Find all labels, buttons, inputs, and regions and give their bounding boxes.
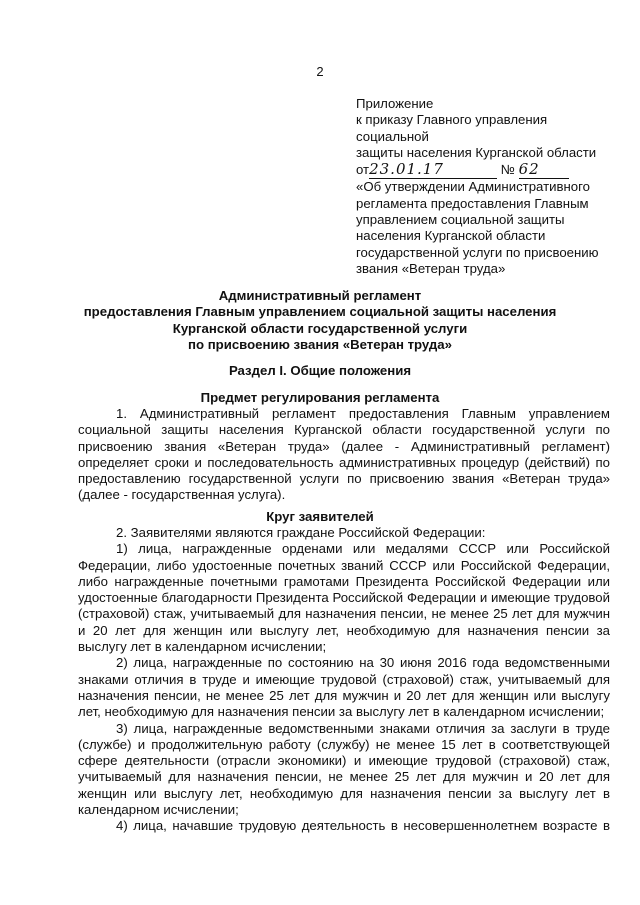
appendix-subject-line: населения Курганской области <box>356 228 546 244</box>
paragraph-block-1 <box>78 406 610 504</box>
appendix-date-line <box>356 161 606 179</box>
appendix-subject-line: «Об утверждении Административного <box>356 179 590 195</box>
number-prefix: № <box>500 162 515 178</box>
number-field <box>519 161 569 179</box>
applicants-block <box>78 525 610 835</box>
list-item: 3) лица, награжденные ведомственными знаками отличия за заслуги в труде (службе) и продолжительную работу (службу) не менее 15 лет в соответствующей сфере деятельности (отрасли экономики) и имеющие трудовой (страховой) стаж, учитываемый для назначения пенсии, не менее 25 лет для мужчин и 20 лет для женщин или выслугу лет, необходимую для назначения пенсии за выслугу лет в календарном исчислении; <box>78 720 610 818</box>
section-title: Раздел I. Общие положения <box>228 363 412 378</box>
appendix-subject-line: управлением социальной защиты <box>356 212 565 228</box>
title-line: предоставления Главным управлением социальной защиты населения <box>83 304 557 320</box>
title-line: Курганской области государственной услуги <box>172 320 468 336</box>
document-title <box>0 288 640 353</box>
appendix-subject-line: регламента предоставления Главным <box>356 195 589 211</box>
appendix-line: защиты населения Курганской области <box>356 144 597 160</box>
appendix-block <box>356 96 606 277</box>
handwritten-number: 62 <box>518 160 540 179</box>
appendix-subject-line: государственной услуги по присвоению <box>356 244 599 260</box>
list-item: 1) лица, награжденные орденами или медалями СССР или Российской Федерации, либо удостоенные почетных званий СССР или Российской Федерации, либо награжденные почетными грамотами Президента Российской Федерации или удостоенные благодарности Президента Российской Федерации и имеющие трудовой (страховой) стаж, учитываемый для назначения пенсии, не менее 25 лет для мужчин и 20 лет для женщин или выслугу лет, необходимую для назначения пенсии за выслугу лет в календарном исчислении; <box>78 541 610 655</box>
date-prefix: от <box>356 162 370 178</box>
applicants-intro: 2. Заявителями являются граждане Российской Федерации: <box>116 525 486 540</box>
paragraph: 1. Административный регламент предоставления Главным управлением социальной защиты населения Курганской области государственной услуги по присвоению звания «Ветеран труда» (далее - Административный регламент) определяет сроки и последовательность административных процедур (действий) по предоставлению государственной услуги по присвоению звания «Ветеран труда» (далее - государственная услуга). <box>78 406 610 503</box>
date-field <box>369 161 497 179</box>
handwritten-date: 23.01.17 <box>369 160 444 179</box>
title-line: Административный регламент <box>218 288 422 303</box>
appendix-line: к приказу Главного управления <box>356 112 548 128</box>
list-item: 4) лица, начавшие трудовую деятельность в несовершеннолетнем возрасте в <box>116 818 610 834</box>
title-line: по присвоению звания «Ветеран труда» <box>188 336 452 352</box>
applicants-heading: Круг заявителей <box>266 509 374 524</box>
subject-heading: Предмет регулирования регламента <box>200 390 440 405</box>
page-number: 2 <box>316 64 324 79</box>
appendix-title: Приложение <box>356 96 434 111</box>
appendix-line: социальной <box>356 128 429 144</box>
list-item: 2) лица, награжденные по состоянию на 30 июня 2016 года ведомственными знаками отличия в труде и имеющие трудовой (страховой) стаж, учитываемый для назначения пенсии, не менее 25 лет для мужчин и 20 лет для женщин или выслугу лет, необходимую для назначения пенсии за выслугу лет в календарном исчислении; <box>78 655 610 720</box>
appendix-subject-line: звания «Ветеран труда» <box>356 260 506 276</box>
